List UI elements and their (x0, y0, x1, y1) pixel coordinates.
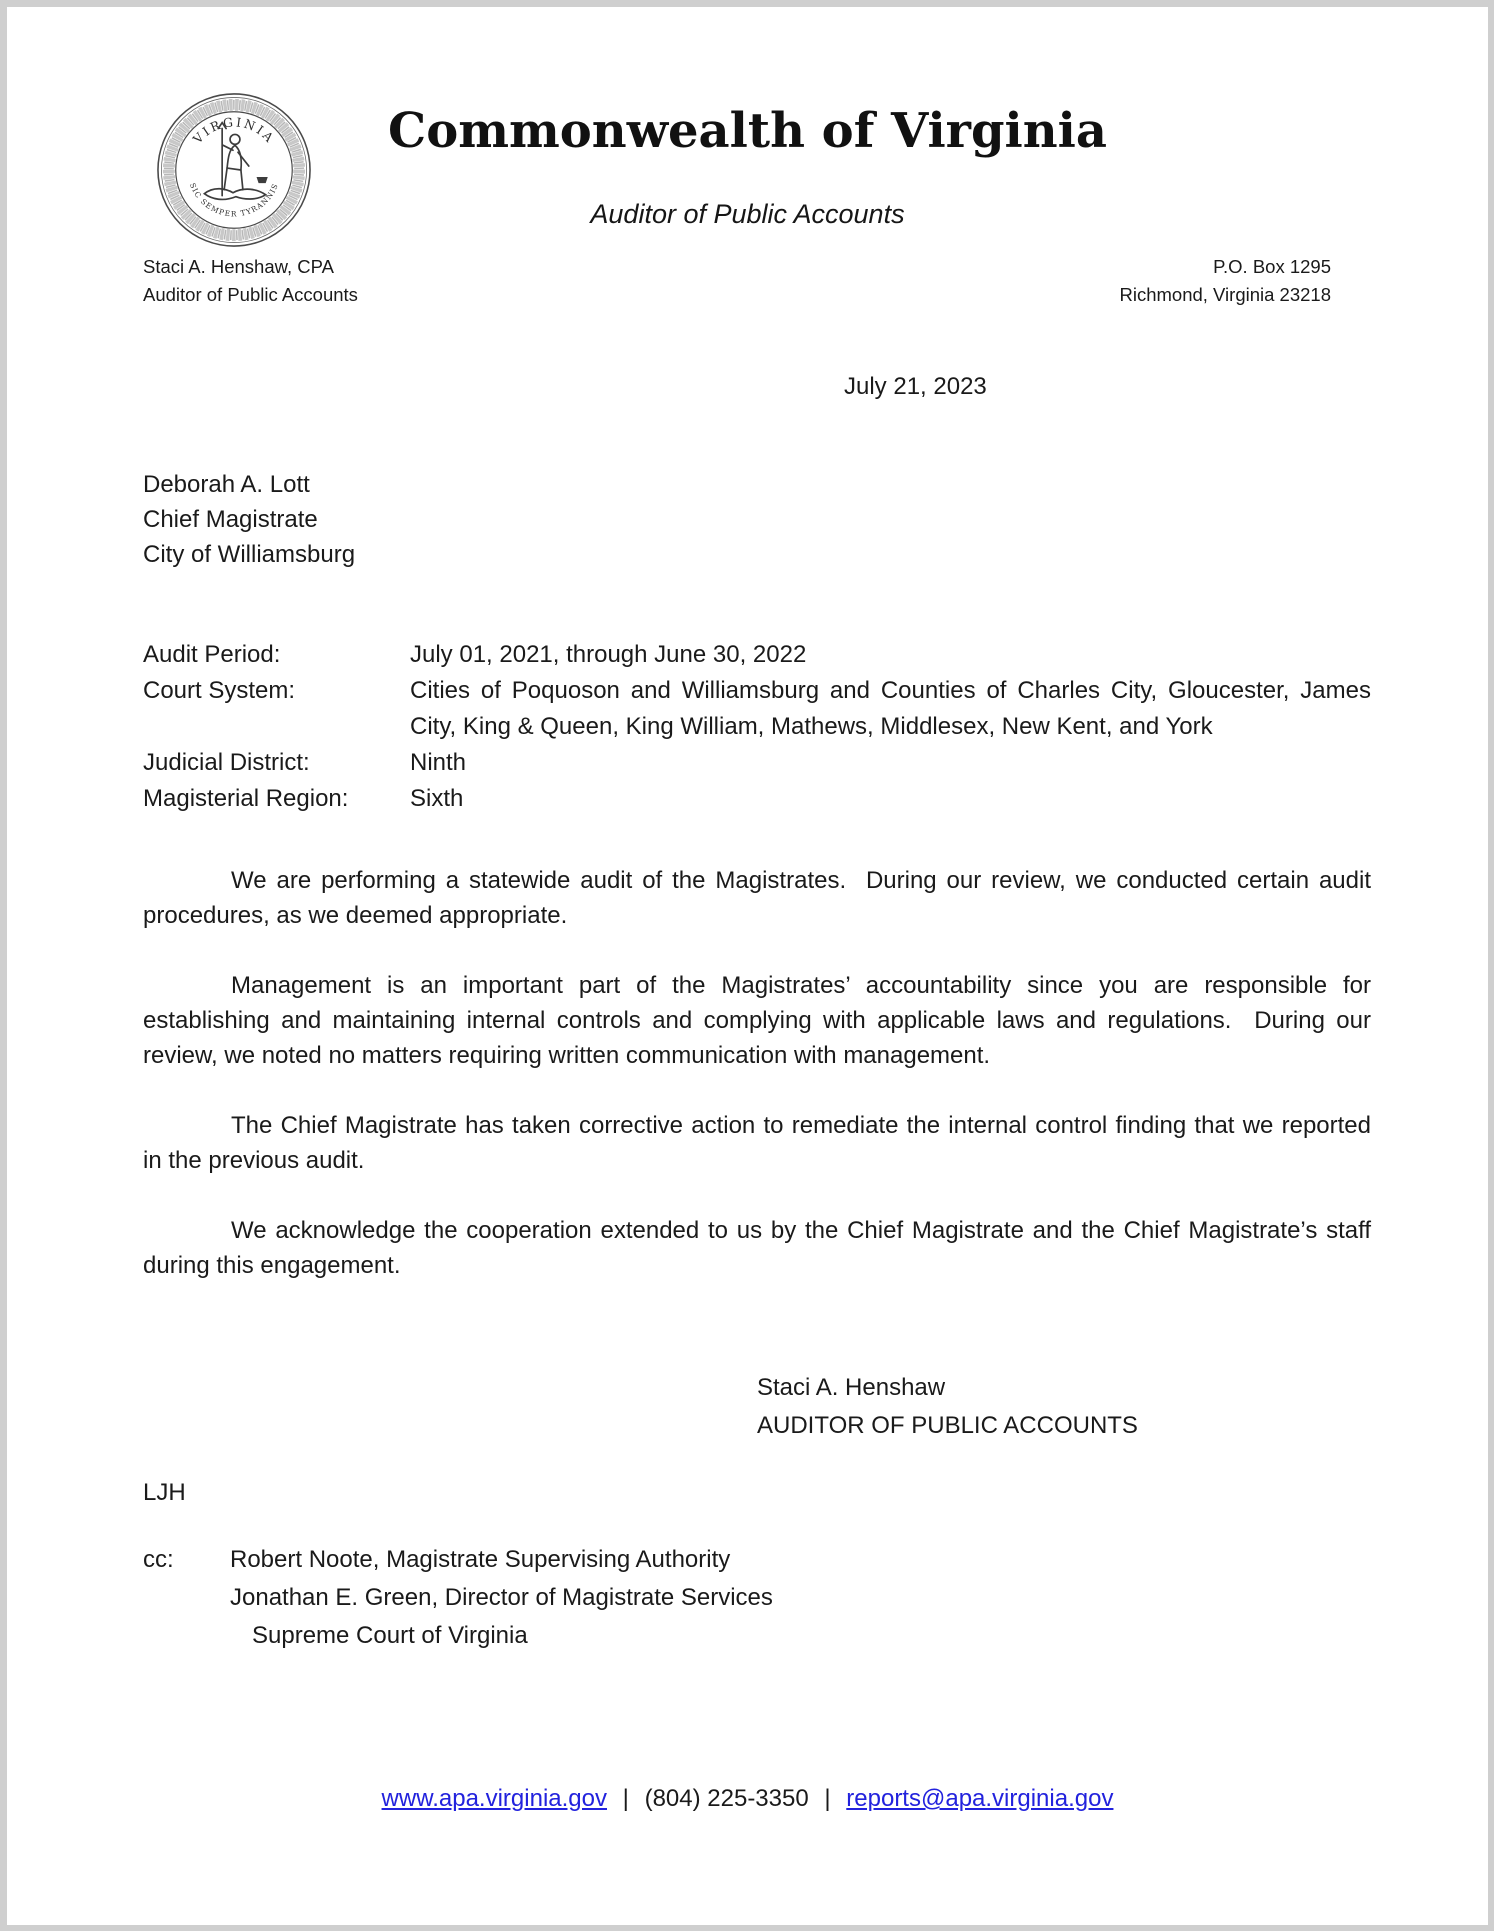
seal-top-text: VIRGINIA (190, 115, 278, 147)
cc-label: cc: (143, 1546, 174, 1573)
detail-label-audit-period: Audit Period: (143, 641, 281, 668)
letterhead-title: Commonwealth of Virginia (387, 103, 1107, 159)
recipient-title: Chief Magistrate (143, 506, 318, 533)
signature-block (757, 1369, 1138, 1445)
recipient-location: City of Williamsburg (143, 541, 356, 568)
cc-name-1: Robert Noote, Magistrate Supervising Authority (230, 1546, 731, 1573)
separator-pipe: | (622, 1785, 629, 1812)
official-name: Staci A. Henshaw, CPA (143, 256, 334, 277)
address-line-1: P.O. Box 1295 (1213, 256, 1331, 277)
paragraph-1: We are performing a statewide audit of the Magistrates. During our review, we conducted certain audit procedures, as we deemed appropriate. (143, 867, 1378, 929)
detail-value-judicial-district: Ninth (410, 749, 467, 776)
official-contact-block (143, 253, 358, 309)
cc-name-3: Supreme Court of Virginia (252, 1622, 528, 1649)
detail-value-magisterial-region: Sixth (410, 785, 464, 812)
address-line-2: Richmond, Virginia 23218 (1119, 284, 1331, 305)
phone-number: (804) 225-3350 (644, 1785, 809, 1812)
separator-pipe: | (824, 1785, 831, 1812)
signatory-name: Staci A. Henshaw (757, 1374, 946, 1401)
detail-value-court-system: Cities of Poquoson and Williamsburg and Counties of Charles City, Gloucester, James City, King & Queen, King William, Mathews, Middlesex, New Kent, and York (410, 677, 1371, 740)
detail-label-judicial-district: Judicial District: (143, 749, 310, 776)
paragraph-4: We acknowledge the cooperation extended to us by the Chief Magistrate and the Chief Magistrate’s staff during this engagement. (143, 1217, 1378, 1279)
letter-page (7, 7, 1488, 1925)
recipient-name: Deborah A. Lott (143, 471, 310, 498)
audit-details (143, 637, 1371, 817)
office-address-block (1119, 253, 1331, 309)
signatory-title: AUDITOR OF PUBLIC ACCOUNTS (757, 1412, 1138, 1439)
website-link[interactable]: www.apa.virginia.gov (381, 1785, 607, 1812)
paragraph-2: Management is an important part of the Magistrates’ accountability since you are responsible for establishing and maintaining internal controls and complying with applicable laws and regulations. During our review, we noted no matters requiring written communication with management. (143, 972, 1378, 1069)
typist-initials: LJH (143, 1479, 186, 1506)
paragraph-3: The Chief Magistrate has taken corrective action to remediate the internal control finding that we reported in the previous audit. (143, 1112, 1378, 1174)
recipient-block (143, 467, 355, 572)
cc-name-2: Jonathan E. Green, Director of Magistrate Services (230, 1584, 773, 1611)
detail-label-magisterial-region: Magisterial Region: (143, 785, 349, 812)
detail-value-audit-period: July 01, 2021, through June 30, 2022 (410, 641, 807, 668)
cc-block (143, 1541, 773, 1655)
email-link[interactable]: reports@apa.virginia.gov (846, 1785, 1114, 1812)
letterhead-subtitle: Auditor of Public Accounts (590, 199, 905, 229)
official-title: Auditor of Public Accounts (143, 284, 358, 305)
seal-motto-text: SIC SEMPER TYRANNIS (187, 181, 281, 219)
cc-names (230, 1541, 773, 1655)
letter-date: July 21, 2023 (844, 373, 987, 400)
letter-body (143, 863, 1378, 1318)
detail-label-court-system: Court System: (143, 677, 296, 704)
footer-contact-line (7, 1785, 1488, 1813)
